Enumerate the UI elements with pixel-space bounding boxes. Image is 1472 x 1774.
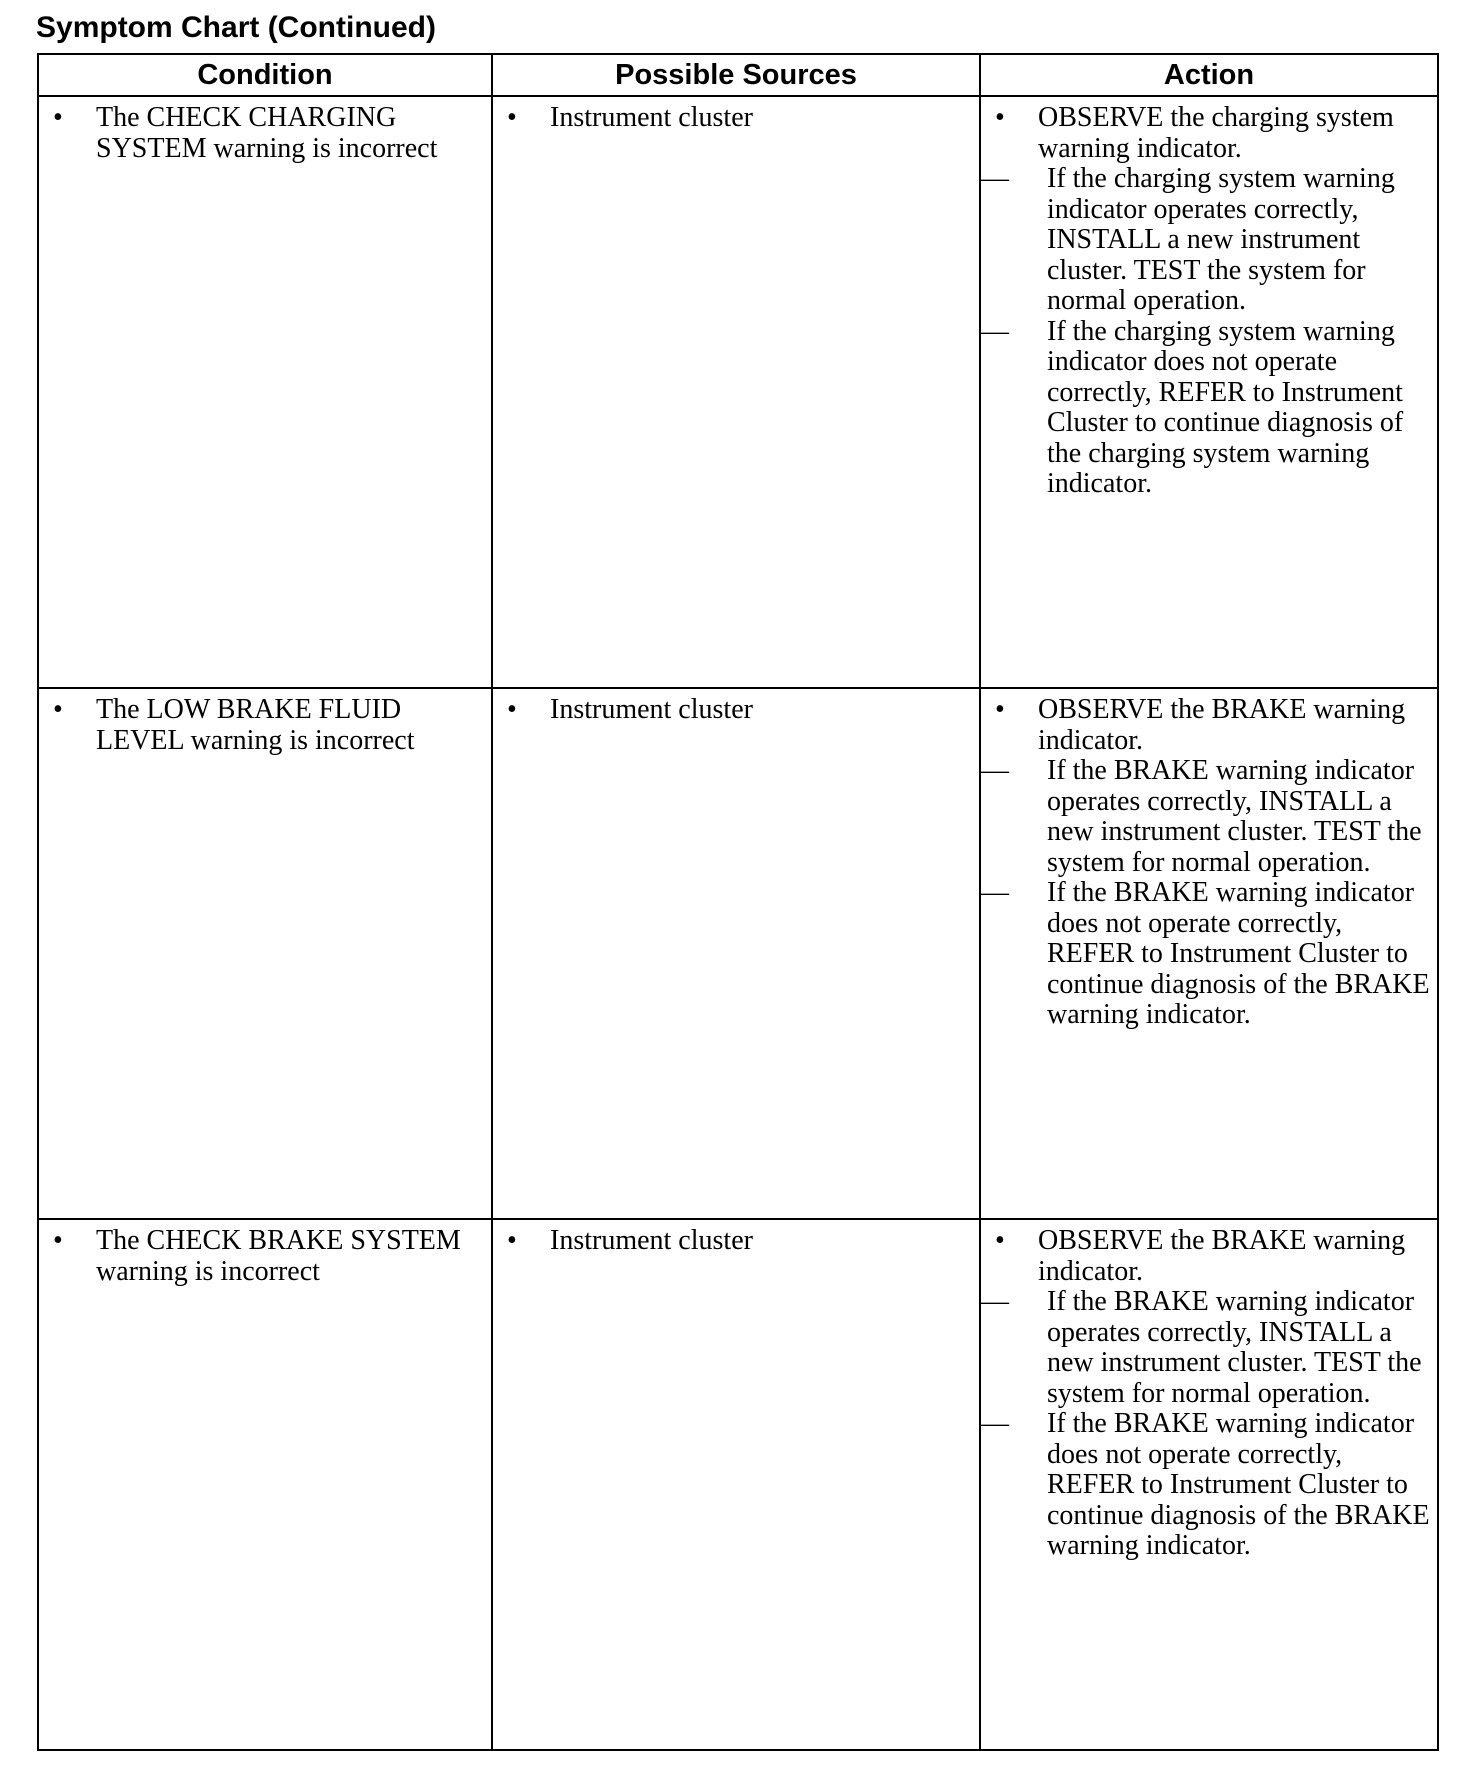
dash-mark: —: [981, 163, 1009, 194]
source-text: Instrument cluster: [550, 1225, 753, 1256]
source-text: Instrument cluster: [550, 694, 753, 725]
table-row: [38, 688, 1438, 1219]
action-cell: [980, 1219, 1438, 1750]
bullet-mark: •: [995, 1225, 1005, 1256]
action-main-text: OBSERVE the charging system warning indicator.: [1038, 102, 1394, 164]
bullet-mark: •: [507, 102, 517, 133]
table-header-row: [38, 54, 1438, 96]
condition-text: The CHECK BRAKE SYSTEM warning is incorrect: [96, 1225, 461, 1287]
dash-mark: —: [981, 877, 1009, 908]
action-sub-text: If the BRAKE warning indicator operates correctly, INSTALL a new instrument cluster. TEST the system for normal operation.: [1047, 755, 1422, 878]
condition-cell: [38, 96, 492, 688]
dash-mark: —: [981, 1408, 1009, 1439]
action-sub-text: If the charging system warning indicator operates correctly, INSTALL a new instrument cluster. TEST the system for normal operation.: [1047, 163, 1395, 316]
bullet-mark: •: [53, 1225, 63, 1256]
dash-mark: —: [981, 315, 1009, 347]
header-action: Action: [980, 54, 1438, 96]
bullet-mark: •: [995, 694, 1005, 725]
condition-cell: [38, 1219, 492, 1750]
action-cell: [980, 688, 1438, 1219]
condition-cell: [38, 688, 492, 1219]
source-cell: [492, 96, 980, 688]
header-possible-sources: Possible Sources: [492, 54, 980, 96]
action-main-text: OBSERVE the BRAKE warning indicator.: [1038, 1225, 1406, 1287]
condition-text: The CHECK CHARGING SYSTEM warning is incorrect: [96, 102, 438, 164]
bullet-mark: •: [53, 102, 63, 133]
bullet-mark: •: [507, 694, 517, 725]
action-sub-text: If the BRAKE warning indicator does not operate correctly, REFER to Instrument Cluster to continue diagnosis of the BRAKE warning indicator.: [1047, 1408, 1430, 1561]
symptom-chart-table: [37, 53, 1439, 1751]
action-cell: [980, 96, 1438, 688]
condition-text: The LOW BRAKE FLUID LEVEL warning is incorrect: [96, 694, 415, 756]
page-title: Symptom Chart (Continued): [36, 11, 436, 44]
action-sub-text: If the BRAKE warning indicator does not operate correctly, REFER to Instrument Cluster to continue diagnosis of the BRAKE warning indicator.: [1047, 877, 1430, 1030]
source-text: Instrument cluster: [550, 102, 753, 133]
bullet-mark: •: [995, 102, 1005, 133]
action-sub-text: If the charging system warning indicator does not operate correctly, REFER to Instrument Cluster to continue diagnosis of the charging system warning indicator.: [1047, 315, 1404, 499]
source-cell: [492, 1219, 980, 1750]
action-main-text: OBSERVE the BRAKE warning indicator.: [1038, 694, 1406, 756]
dash-mark: —: [981, 755, 1009, 786]
header-condition: Condition: [38, 54, 492, 96]
bullet-mark: •: [507, 1225, 517, 1256]
action-sub-text: If the BRAKE warning indicator operates correctly, INSTALL a new instrument cluster. TEST the system for normal operation.: [1047, 1286, 1422, 1409]
source-cell: [492, 688, 980, 1219]
bullet-mark: •: [53, 694, 63, 725]
table-row: [38, 96, 1438, 688]
dash-mark: —: [981, 1286, 1009, 1317]
table-row: [38, 1219, 1438, 1750]
